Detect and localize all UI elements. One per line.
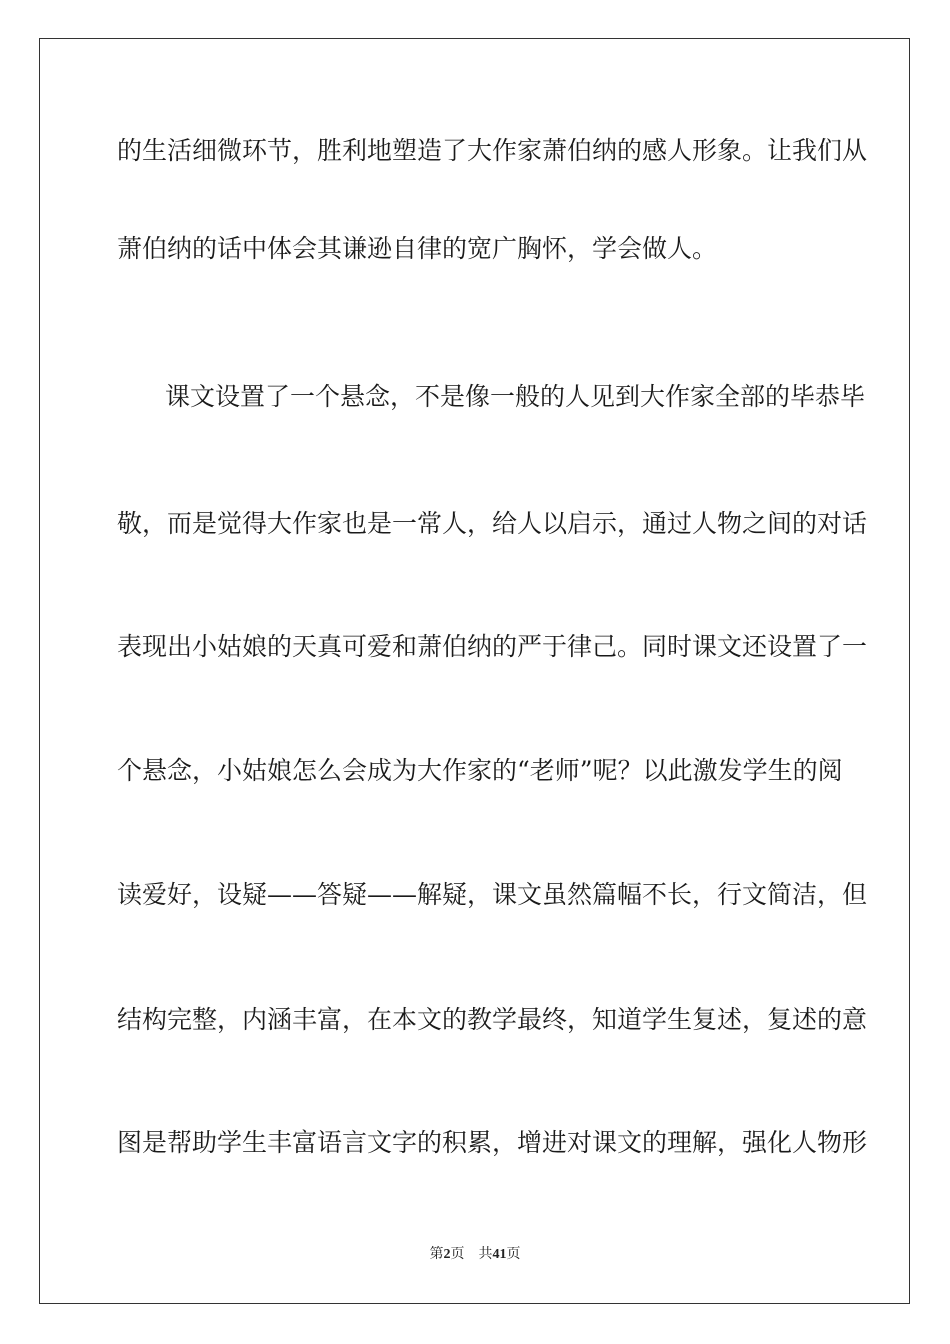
body-text-line-9: 图是帮助学生丰富语言文字的积累，增进对课文的理解，强化人物形: [117, 1128, 868, 1157]
page-footer: [0, 1246, 950, 1264]
body-text-line-4: 敬，而是觉得大作家也是一常人，给人以启示，通过人物之间的对话: [117, 509, 868, 538]
body-text-line-7: 读爱好，设疑——答疑——解疑，课文虽然篇幅不长，行文简洁，但: [117, 880, 868, 909]
body-text-line-8: 结构完整，内涵丰富，在本文的教学最终，知道学生复述，复述的意: [117, 1005, 868, 1034]
page-suffix: 页: [450, 1247, 465, 1262]
page-prefix: 第: [429, 1247, 444, 1262]
total-suffix: 页: [506, 1247, 521, 1262]
body-text-line-1: 的生活细微环节，胜利地塑造了大作家萧伯纳的感人形象。让我们从: [117, 136, 868, 165]
body-text-line-5: 表现出小姑娘的天真可爱和萧伯纳的严于律己。同时课文还设置了一: [117, 632, 868, 661]
total-page-count: 41: [492, 1247, 507, 1262]
body-text-line-6: 个悬念，小姑娘怎么会成为大作家的“老师”呢？以此激发学生的阅: [117, 756, 843, 785]
current-page-number: 2: [443, 1247, 451, 1262]
body-text-line-3: 课文设置了一个悬念，不是像一般的人见到大作家全部的毕恭毕: [165, 382, 866, 411]
page-border: [39, 38, 910, 1304]
total-prefix: 共: [478, 1247, 493, 1262]
body-text-line-2: 萧伯纳的话中体会其谦逊自律的宽广胸怀，学会做人。: [117, 234, 718, 263]
